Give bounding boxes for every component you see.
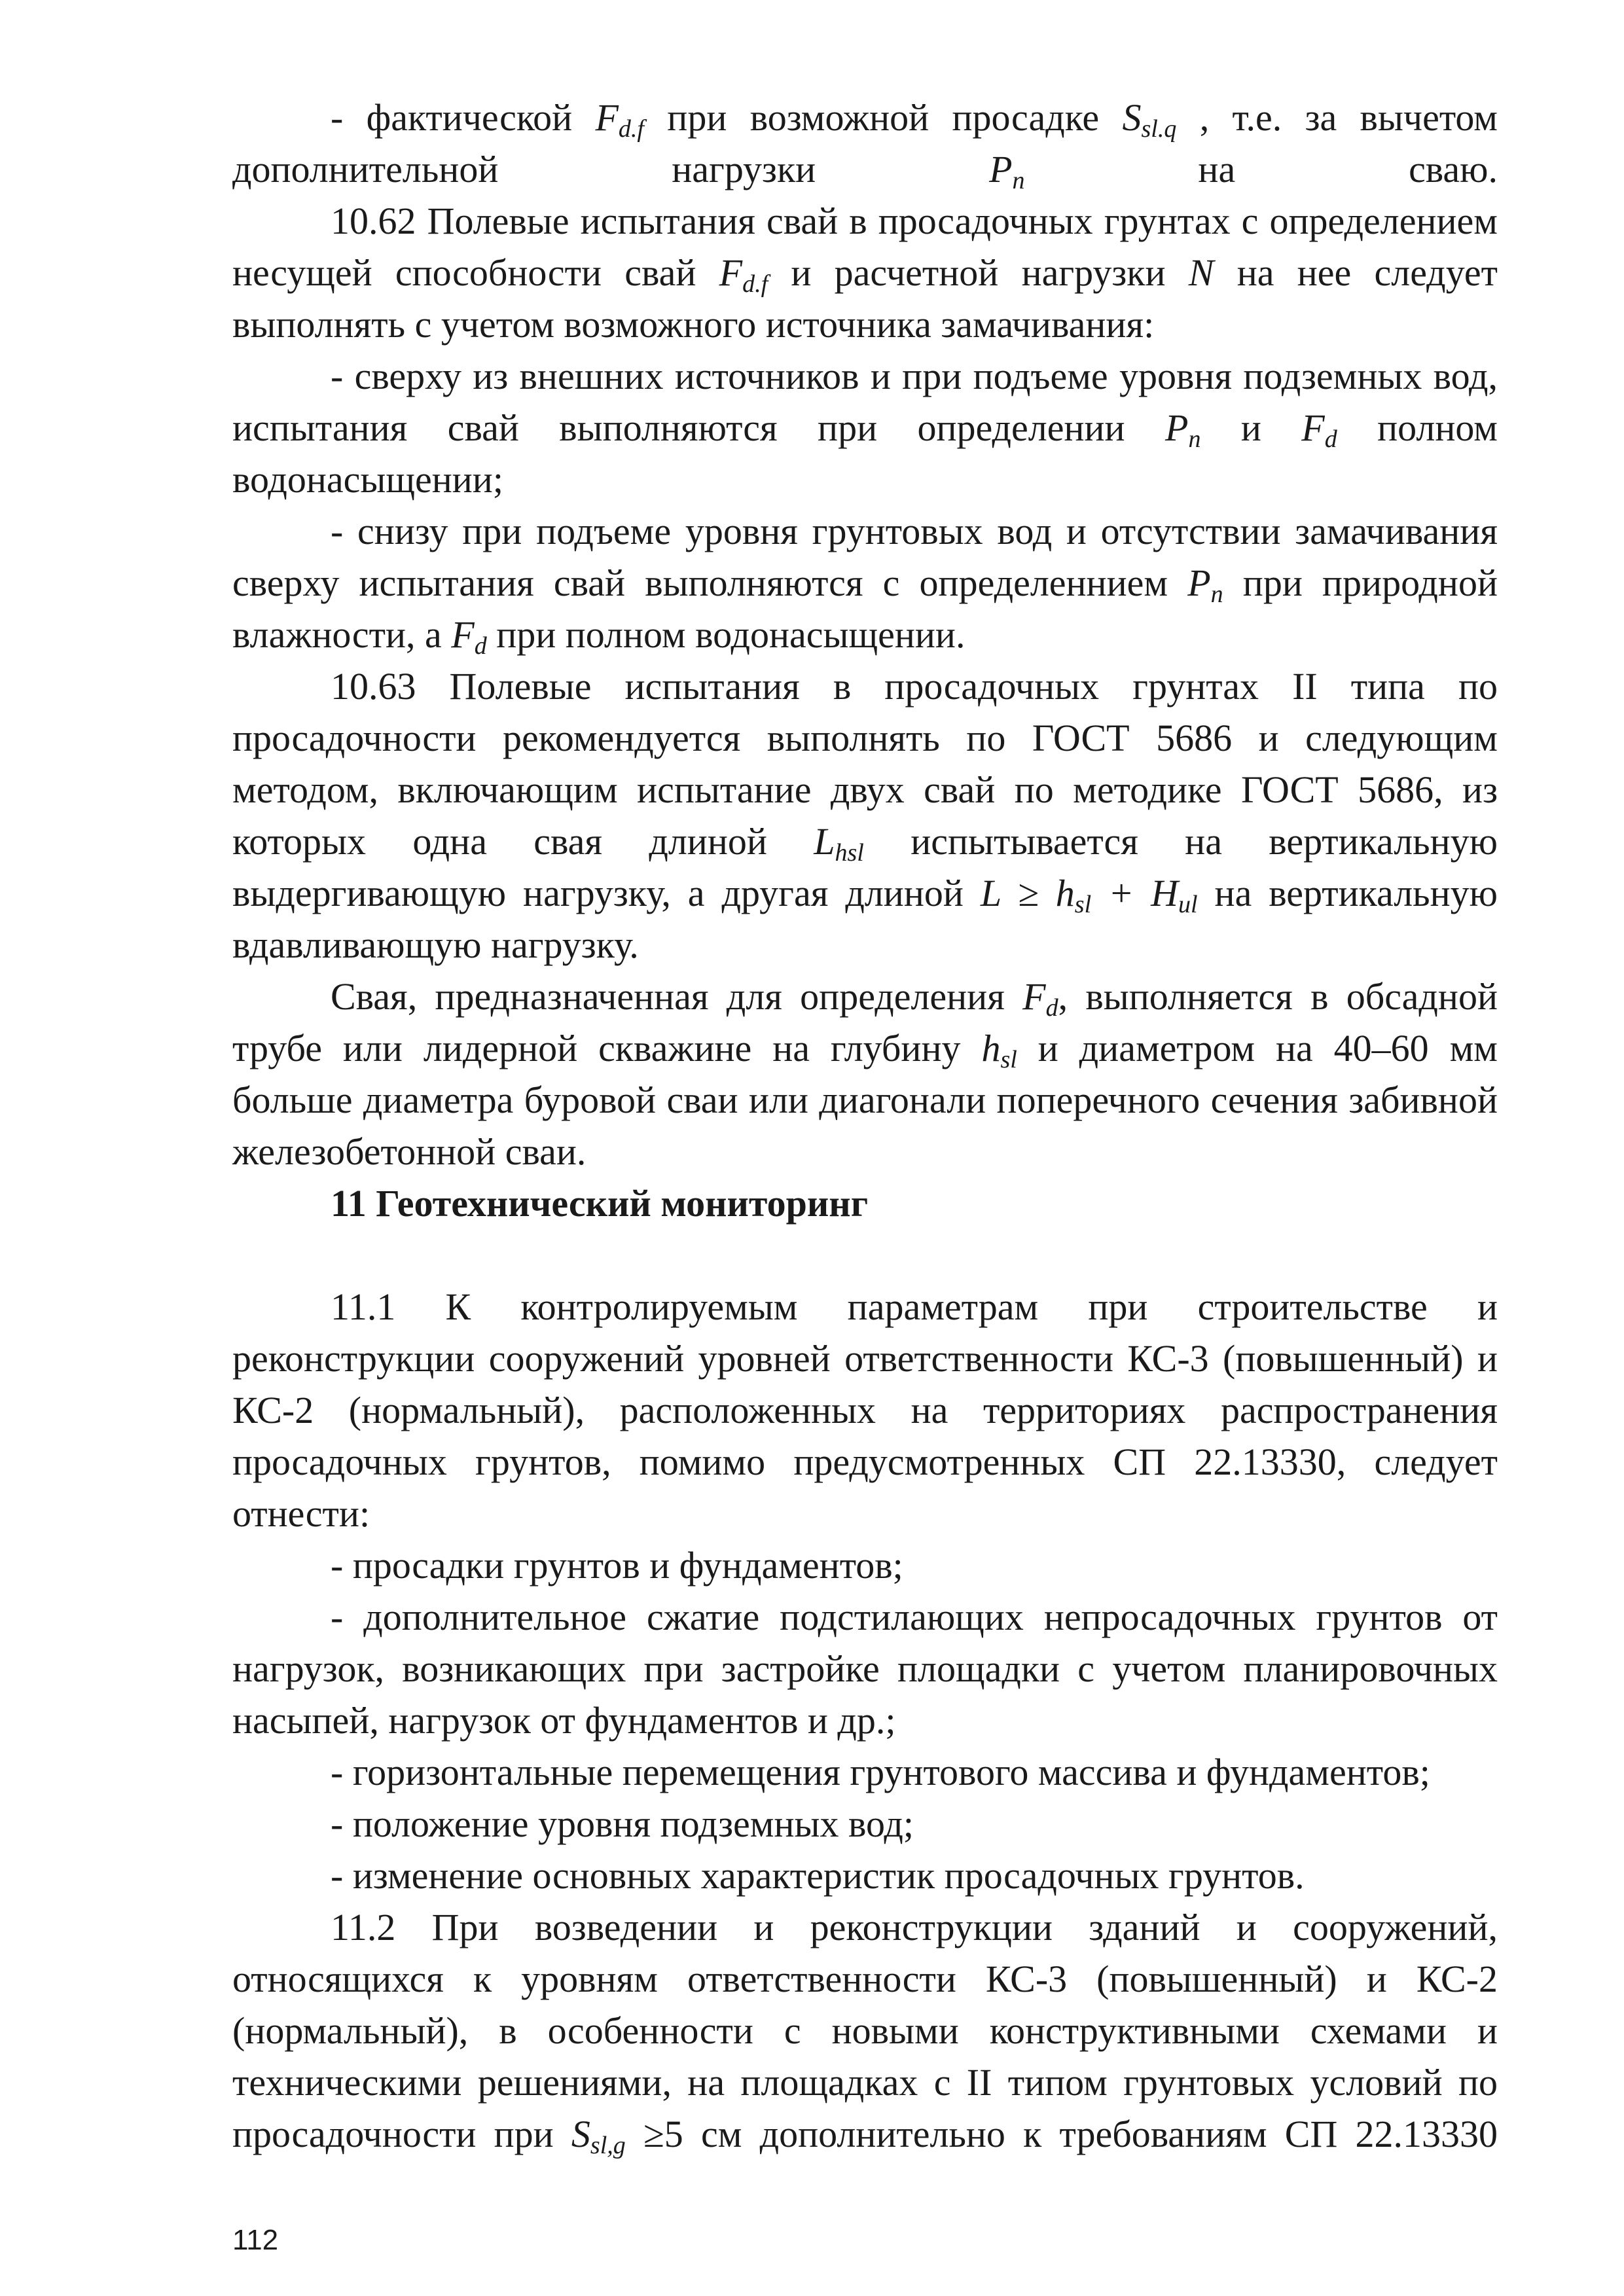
symbol-pn: $P_n$ (1165, 406, 1201, 453)
symbol-fdf: $F_{d.f}$ (595, 96, 644, 143)
paragraph-top-wetting (232, 350, 1498, 505)
text-fragment: - снизу при подъеме уровня грунтовых вод и отсутствии замачивания сверху испытания свай выполняются с определеннием (232, 510, 1498, 604)
symbol-hsl: $h_{sl}$ (981, 1027, 1017, 1073)
symbol-fd: $F_d$ (1022, 975, 1058, 1022)
list-item: - положение уровня подземных вод; (331, 1803, 914, 1845)
text-fragment: на сваю. (1198, 148, 1498, 190)
text-fragment: Свая, предназначенная для определения (331, 975, 1005, 1018)
paragraph-bottom-wetting (232, 505, 1498, 660)
text-fragment: и (1240, 406, 1261, 449)
text-fragment: 10.63 Полевые испытания в просадочных грунтах II типа по просадочности рекомендуется выполнять по ГОСТ 5686 и следующим методом, включающим испытание двух свай по методике ГОСТ 5686, из которых одна свая длиной (232, 665, 1498, 863)
text-fragment: испытывается на вертикальную выдергивающую нагрузку, а другая длиной (232, 820, 1498, 914)
text-fragment: и диаметром на 40–60 мм больше диаметра буровой сваи или диагонали поперечного сечения забивной железобетонной сваи. (232, 1027, 1498, 1173)
formula-length: $L \ge h_{sl} + H_{ul}$ (980, 872, 1198, 918)
page-number: 112 (232, 2224, 279, 2256)
list-item: - просадки грунтов и фундаментов; (331, 1544, 903, 1587)
symbol-pn: $P_n$ (1187, 562, 1223, 608)
paragraph-fdf (232, 92, 1498, 195)
symbol-fd: $F_d$ (1301, 406, 1337, 453)
text-fragment: , выполняется в обсадной трубе или лидерной скважине на глубину (232, 975, 1498, 1069)
symbol-fd: $F_d$ (451, 613, 487, 660)
paragraph-10-62 (232, 195, 1498, 350)
list-item: - горизонтальные перемещения грунтового массива и фундаментов; (331, 1751, 1430, 1793)
text-fragment: 10.62 Полевые испытания свай в просадочных грунтах с определением несущей способности свай (232, 200, 1498, 294)
list-item: - дополнительное сжатие подстилающих непросадочных грунтов от нагрузок, возникающих при застройке площадки с учетом планировочных насыпей, нагрузок от фундаментов и др.; (232, 1596, 1498, 1742)
symbol-pn: $P_n$ (989, 148, 1025, 194)
symbol-n: N (1188, 251, 1214, 294)
symbol-lhsl: $L_{hsl}$ (814, 820, 864, 867)
text-fragment: при возможной просадке (667, 96, 1100, 139)
paragraph-11-1: 11.1 К контролируемым параметрам при строительстве и реконструкции сооружений уровней ответственности КС-3 (повышенный) и КС-2 (нормальный), расположенных на территориях распространения просадочных грунтов, помимо предусмотренных СП 22.13330, следует отнести: (232, 1285, 1498, 1535)
text-fragment: - сверху из внешних источников и при подъеме уровня подземных вод, испытания свай выполняются при определении (232, 355, 1498, 449)
text-fragment: 11.2 При возведении и реконструкции зданий и сооружений, относящихся к уровням ответственности КС-3 (повышенный) и КС-2 (нормальный), в особенности с новыми конструктивными схемами и техническими решениями, на площадках с II типом грунтовых условий по просадочности при (232, 1906, 1498, 2155)
list-item: - изменение основных характеристик просадочных грунтов. (331, 1854, 1305, 1897)
text-fragment: и расчетной нагрузки (791, 251, 1166, 294)
symbol-fdf: $F_{d.f}$ (719, 251, 768, 298)
text-fragment: при полном водонасыщении. (496, 613, 965, 656)
paragraph-10-63 (232, 660, 1498, 971)
text-fragment: при природной влажности, а (232, 562, 1498, 656)
paragraph-11-2 (232, 1901, 1498, 2160)
paragraph-pile-casing (232, 971, 1498, 1177)
text-fragment: на нее следует выполнять с учетом возможного источника замачивания: (232, 251, 1498, 346)
symbol-ssl-g: $S_{sl,g}$ (571, 2113, 626, 2159)
text-fragment: ≥5 см дополнительно к требованиям СП 22.13330 (643, 2113, 1498, 2155)
page-body (232, 92, 1498, 2160)
symbol-ssl-q: $S_{sl.q}$ (1122, 96, 1177, 143)
text-fragment: дополнительной нагрузки (232, 148, 816, 190)
text-fragment: на вертикальную вдавливающую нагрузку. (232, 872, 1498, 966)
text-fragment: , т.е. за вычетом (1199, 96, 1498, 139)
spacer (232, 1229, 1498, 1281)
text-fragment: - фактической (331, 96, 573, 139)
section-heading: 11 Геотехнический мониторинг (331, 1182, 869, 1225)
text-fragment: полном водонасыщении; (232, 406, 1498, 501)
